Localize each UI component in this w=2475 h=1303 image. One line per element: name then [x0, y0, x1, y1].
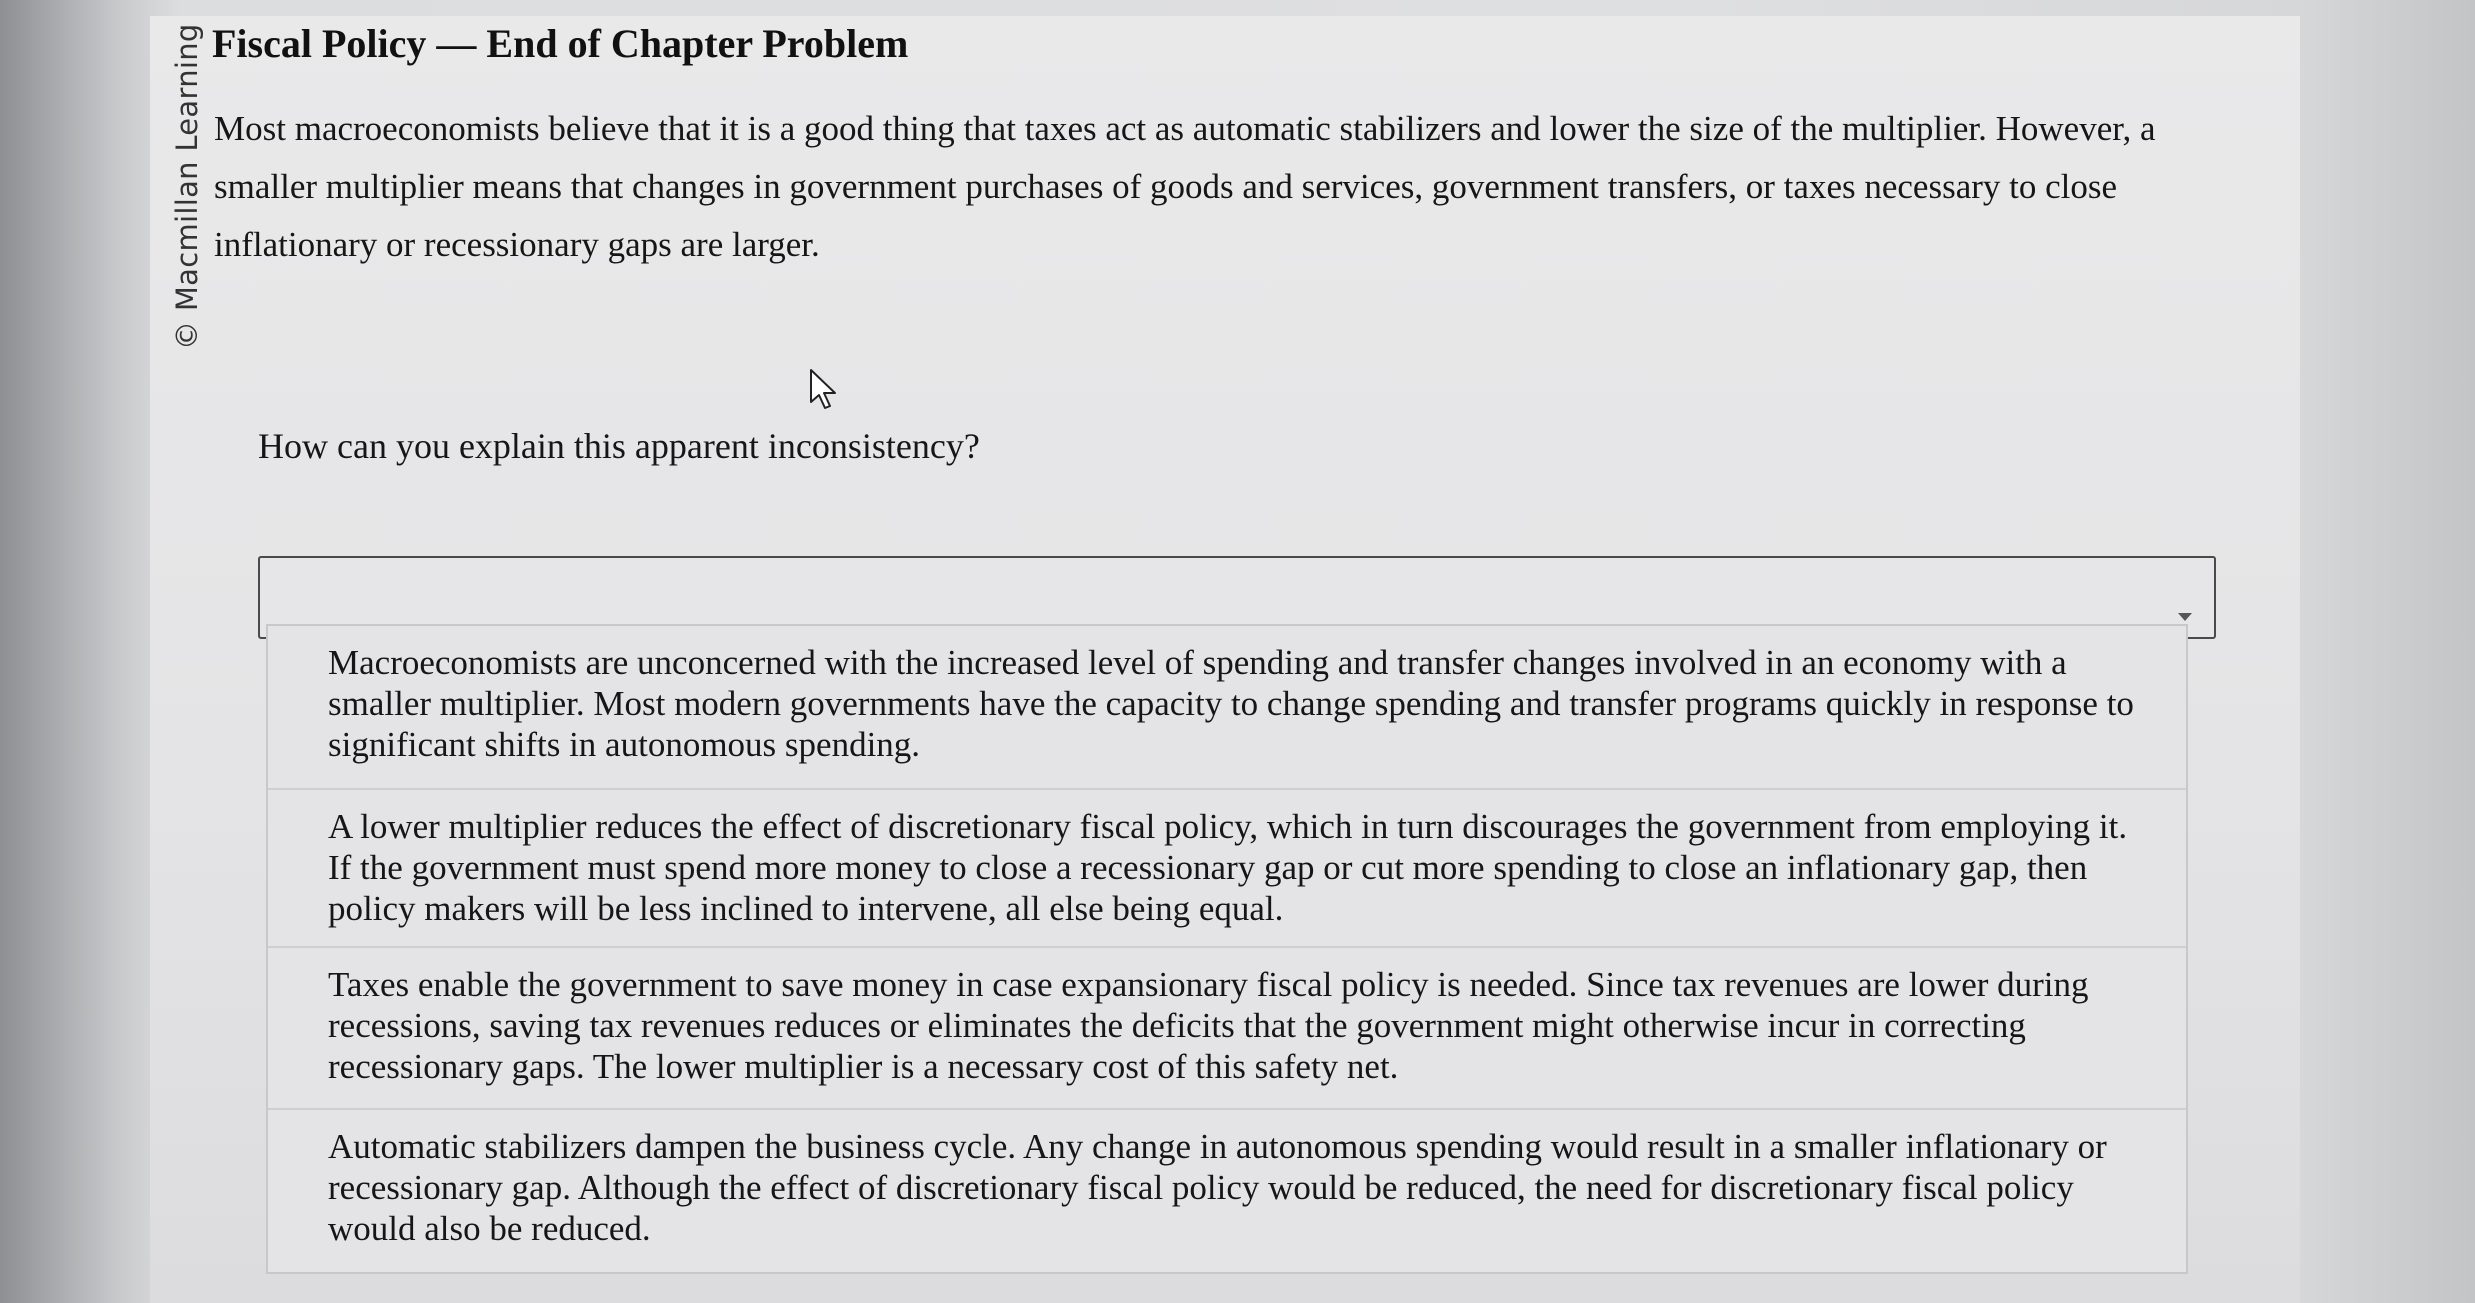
question-text: How can you explain this apparent inconsistency?: [258, 426, 980, 466]
page-title: Fiscal Policy — End of Chapter Problem: [212, 21, 909, 66]
dropdown-option[interactable]: Taxes enable the government to save money in case expansionary fiscal policy is needed. Since tax revenues are lower during recessions, saving tax revenues reduces or eliminates the deficits that the government might otherwise incur in correcting recessionary gaps. The lower multiplier is a necessary cost of this safety net.: [268, 948, 2186, 1110]
dropdown-options-list: [266, 624, 2188, 1274]
dropdown-option[interactable]: Automatic stabilizers dampen the business cycle. Any change in autonomous spending would result in a smaller inflationary or recessionary gap. Although the effect of discretionary fiscal policy would be reduced, the need for discretionary fiscal policy would also be reduced.: [328, 1127, 2107, 1248]
dropdown-option[interactable]: A lower multiplier reduces the effect of discretionary fiscal policy, which in turn discourages the government from employing it. If the government must spend more money to close a recessionary gap or cut more spending to close an inflationary gap, then policy makers will be less inclined to intervene, all else being equal.: [268, 790, 2186, 948]
chevron-down-icon: [2178, 613, 2192, 621]
problem-statement: Most macroeconomists believe that it is a good thing that taxes act as automatic stabilizers and lower the size of the multiplier. However, a smaller multiplier means that changes in government purchases of goods and services, government transfers, or taxes necessary to close inflationary or recessionary gaps are larger.: [214, 109, 2156, 264]
copyright-notice: © Macmillan Learning: [170, 23, 204, 350]
mouse-pointer-icon: [808, 368, 838, 410]
dropdown-option[interactable]: Macroeconomists are unconcerned with the increased level of spending and transfer changes involved in an economy with a smaller multiplier. Most modern governments have the capacity to change spending and transfer programs quickly in response to significant shifts in autonomous spending.: [268, 626, 2186, 790]
